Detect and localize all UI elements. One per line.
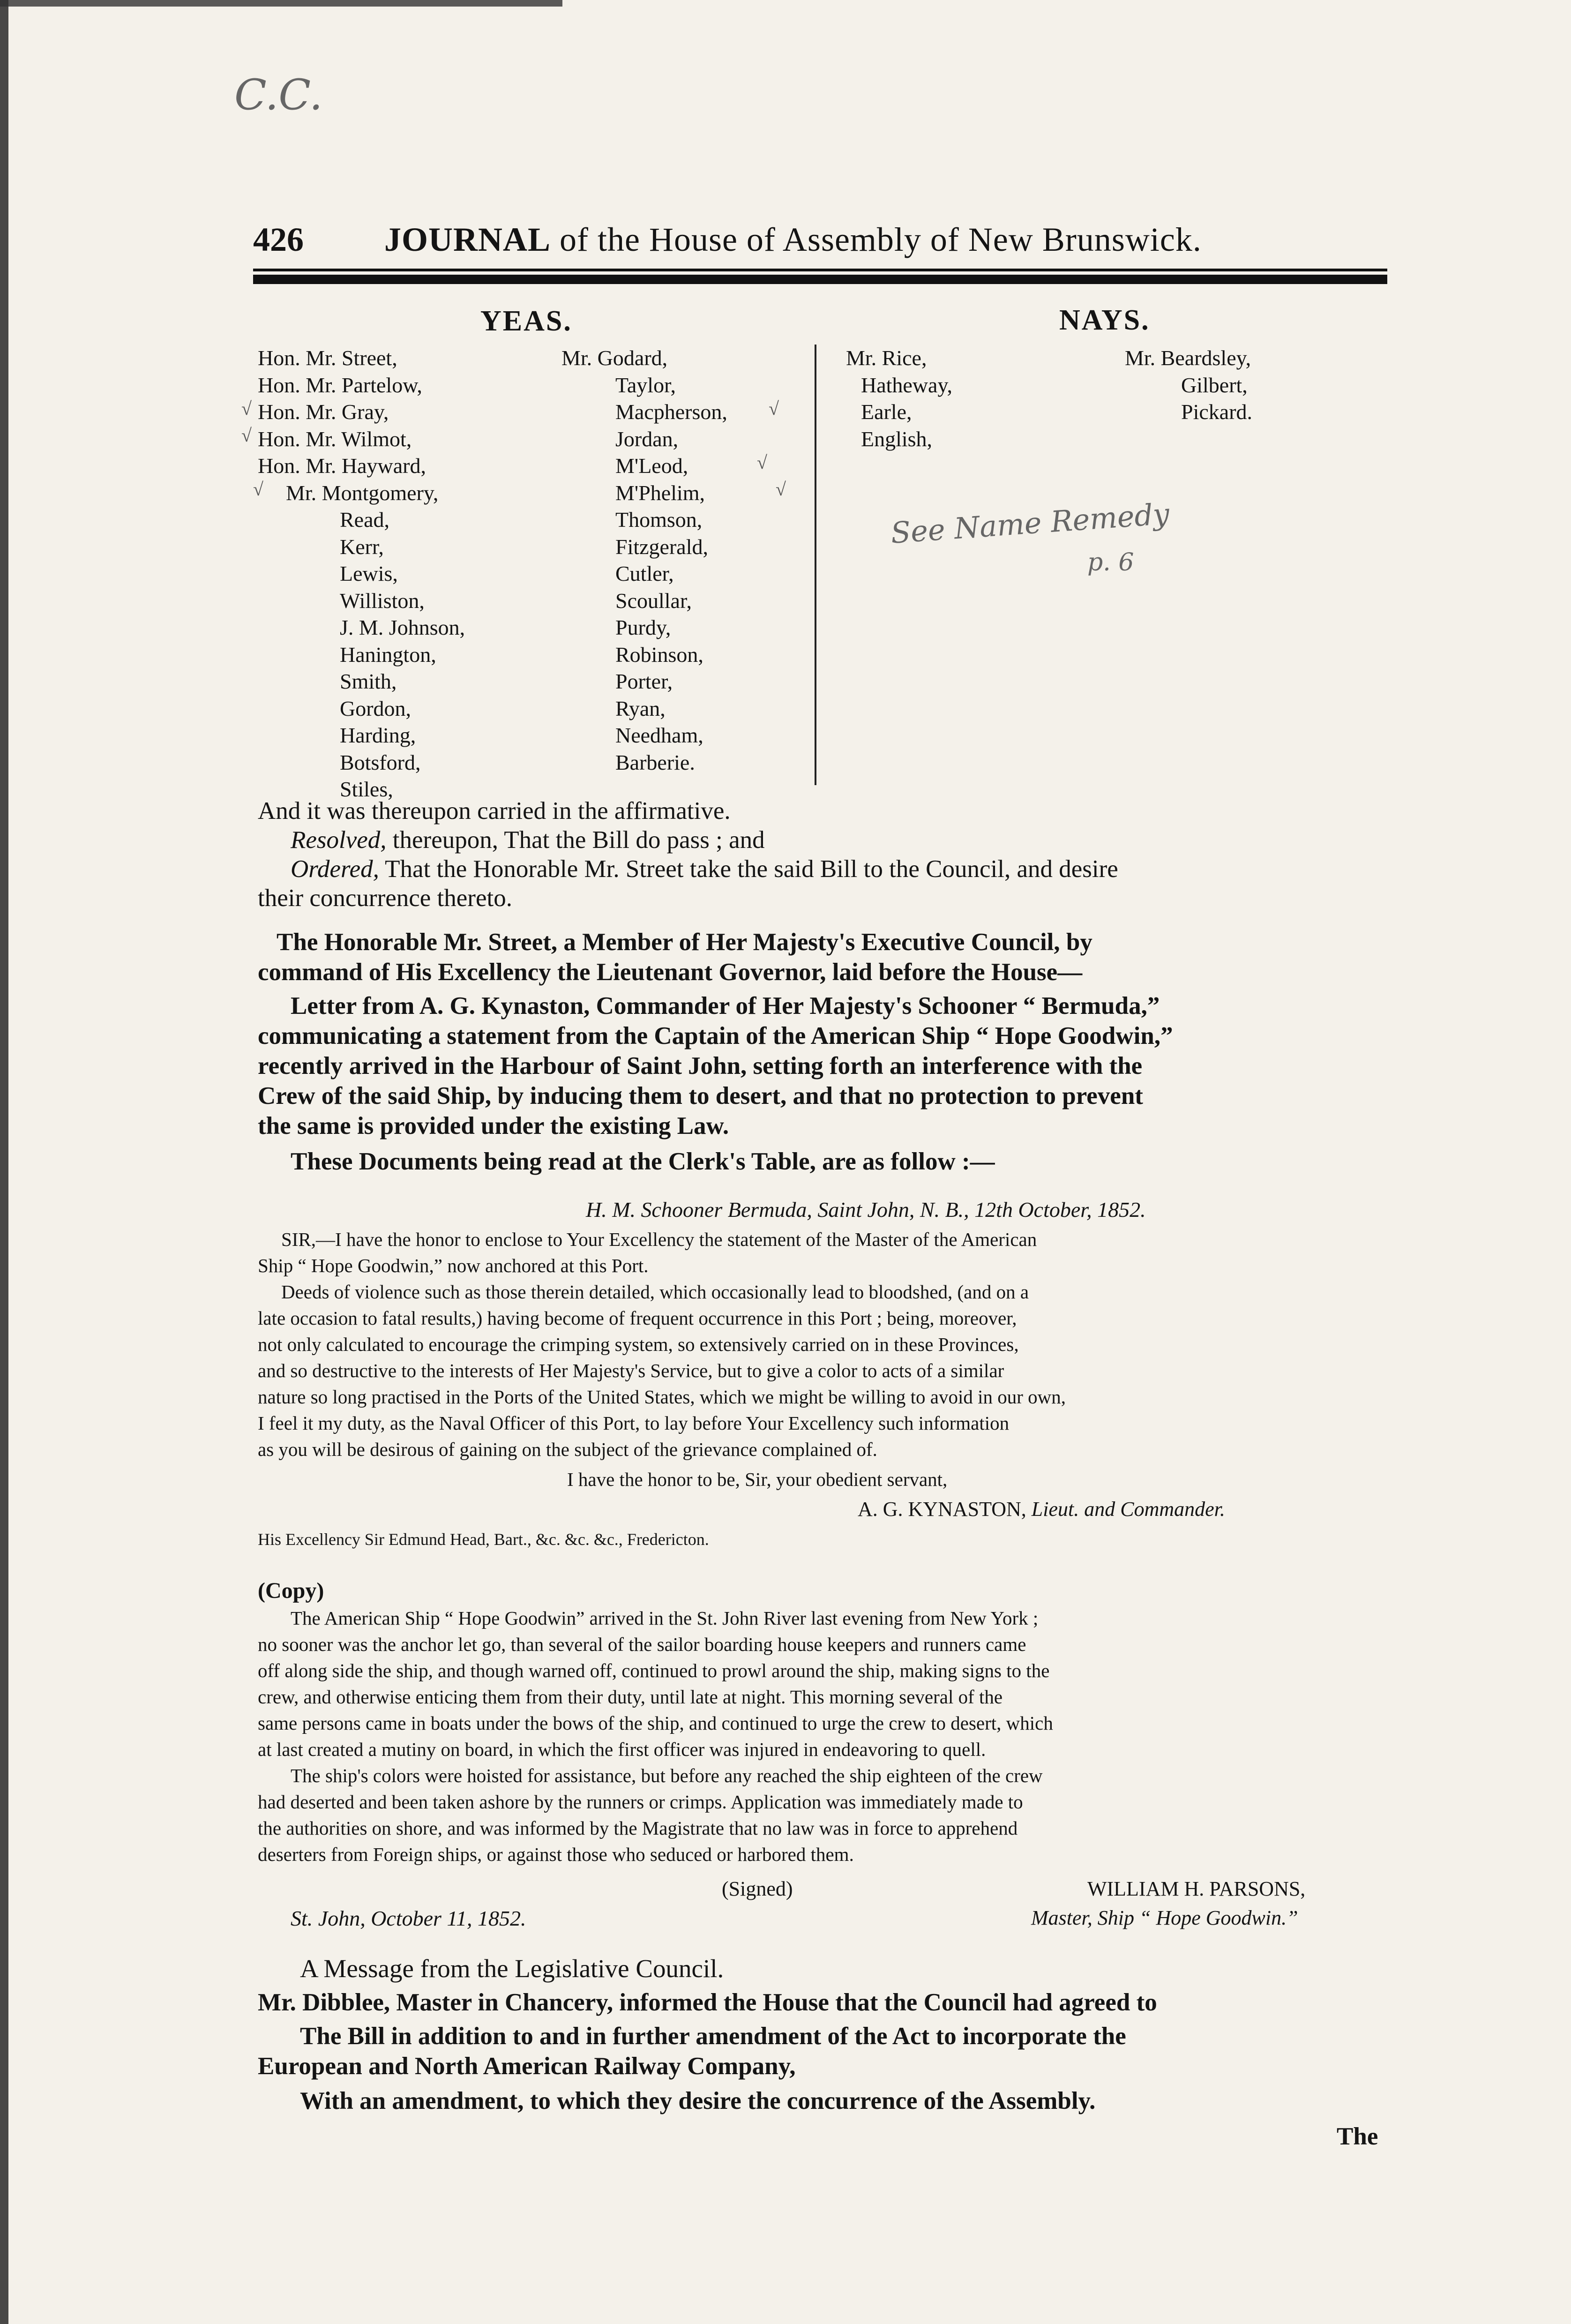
vote-name: Purdy, (615, 615, 671, 639)
vote-name: Botsford, (340, 750, 421, 774)
page-header (253, 220, 1384, 262)
resolved-label: Resolved, (291, 826, 387, 854)
vote-name: Harding, (340, 723, 416, 747)
signature-name: A. G. KYNASTON, (858, 1498, 1026, 1521)
copy-line: at last created a mutiny on board, in which the first officer was injured in endeavoring to quell. (258, 1739, 986, 1760)
vote-name: Mr. Montgomery, (286, 480, 439, 505)
vote-name: Hon. Mr. Partelow, (258, 373, 422, 397)
copy-signer-title: Master, Ship “ Hope Goodwin.” (1031, 1906, 1298, 1929)
vote-name: Earle, (861, 400, 912, 424)
carried-line: And it was thereupon carried in the affirmative. (258, 797, 731, 825)
letter-line: Deeds of violence such as those therein detailed, which occasionally lead to bloodshed, (and on a (281, 1281, 1029, 1303)
letter-addressee: His Excellency Sir Edmund Head, Bart., &c. &c. &c., Fredericton. (258, 1530, 709, 1549)
pencil-note: p. 6 (1087, 548, 1134, 577)
vote-name: English, (861, 427, 933, 451)
vote-name: Macpherson, (615, 400, 727, 424)
letter-line: Ship “ Hope Goodwin,” now anchored at this Port. (258, 1255, 649, 1276)
journal-title (384, 220, 1202, 259)
pencil-tick-mark: √ (776, 479, 786, 500)
letter-line: I feel it my duty, as the Naval Officer of this Port, to lay before Your Excellency such information (258, 1412, 1010, 1434)
copy-line: same persons came in boats under the bows of the ship, and continued to urge the crew to desert, which (258, 1712, 1053, 1734)
copy-signer: WILLIAM H. PARSONS, (1087, 1877, 1306, 1900)
copy-place-date: St. John, October 11, 1852. (291, 1906, 526, 1930)
signature-title: Lieut. and Commander. (1026, 1498, 1225, 1521)
vote-name: Scoullar, (615, 588, 692, 613)
letter-signature (258, 1496, 1392, 1522)
letter-line: nature so long practised in the Ports of the United States, which we might be willing to avoid in our own, (258, 1386, 1066, 1408)
vote-name: M'Leod, (615, 454, 688, 478)
vote-name: Gordon, (340, 696, 411, 720)
vote-name: Mr. Godard, (561, 346, 668, 370)
pencil-tick-mark: √ (241, 398, 252, 419)
vote-name: Hanington, (340, 642, 436, 667)
vote-name: Thomson, (615, 508, 703, 532)
letter-summary-line: communicating a statement from the Captain of the American Ship “ Hope Goodwin,” (258, 1022, 1173, 1050)
letter-dateline: H. M. Schooner Bermuda, Saint John, N. B., 12th October, 1852. (586, 1198, 1146, 1222)
pencil-tick-mark: √ (757, 452, 767, 473)
vote-name: Barberie. (615, 750, 695, 774)
page-number: 426 (253, 221, 304, 258)
vote-name: Stiles, (340, 777, 393, 801)
vote-name: Hatheway, (861, 373, 952, 397)
vote-name: Mr. Beardsley, (1125, 346, 1251, 370)
letter-summary-line: Letter from A. G. Kynaston, Commander of Her Majesty's Schooner “ Bermuda,” (291, 992, 1160, 1020)
pencil-tick-mark: √ (241, 425, 252, 446)
message-line: European and North American Railway Company, (258, 2053, 796, 2080)
copy-line: had deserted and been taken ashore by the runners or crimps. Application was immediately made to (258, 1791, 1023, 1813)
vote-name: Williston, (340, 588, 425, 613)
letter-line: not only calculated to encourage the crimping system, so extensively carried on in these Provinces, (258, 1334, 1019, 1355)
copy-line: deserters from Foreign ships, or against those who seduced or harbored them. (258, 1844, 854, 1865)
header-rule-thin (253, 269, 1387, 271)
letter-line: SIR,—I have the honor to enclose to Your Excellency the statement of the Master of the American (281, 1229, 1037, 1250)
yeas-heading: YEAS. (480, 305, 572, 337)
vote-name: Fitzgerald, (615, 534, 708, 559)
vote-name: Read, (340, 508, 390, 532)
pencil-tick-mark: √ (253, 479, 263, 500)
resolved-line (258, 825, 1425, 855)
vote-name: Gilbert, (1181, 373, 1248, 397)
vote-name: Hon. Mr. Gray, (258, 400, 389, 424)
nays-column-2 (1125, 345, 1252, 426)
letter-line: late occasion to fatal results,) having become of frequent occurrence in this Port ; being, moreover, (258, 1307, 1017, 1329)
header-rule-thick (253, 275, 1387, 284)
journal-title-bold: JOURNAL (384, 221, 551, 258)
resolved-text: thereupon, That the Bill do pass ; and (386, 826, 765, 854)
message-heading: A Message from the Legislative Council. (300, 1954, 724, 1983)
vote-name: Hon. Mr. Wilmot, (258, 427, 412, 451)
street-para-line: command of His Excellency the Lieutenant Governor, laid before the House— (258, 959, 1083, 986)
copy-line: the authorities on shore, and was informed by the Magistrate that no law was in force to apprehend (258, 1817, 1018, 1839)
margin-note-top: C.C. (234, 70, 323, 120)
copy-line: off along side the ship, and though warned off, continued to prowl around the ship, making signs to the (258, 1660, 1050, 1681)
street-para-line: The Honorable Mr. Street, a Member of Her Majesty's Executive Council, by (277, 929, 1092, 956)
nays-heading: NAYS. (1059, 304, 1150, 336)
vote-name: Lewis, (340, 562, 398, 585)
pencil-tick-mark: √ (769, 398, 779, 419)
message-line: The Bill in addition to and in further amendment of the Act to incorporate the (300, 2023, 1126, 2050)
scan-left-edge (0, 0, 8, 2324)
vote-name: Hon. Mr. Hayward, (258, 454, 426, 478)
letter-summary-line: Crew of the said Ship, by inducing them to desert, and that no protection to prevent (258, 1082, 1143, 1110)
ordered-line-2: their concurrence thereto. (258, 885, 512, 912)
vote-name: Taylor, (615, 373, 676, 397)
yeas-nays-divider (815, 345, 816, 785)
vote-name: Ryan, (615, 696, 666, 720)
yeas-column-1 (258, 345, 465, 803)
copy-signed: (Signed) (722, 1877, 793, 1900)
pencil-note: See Name Remedy (890, 496, 1171, 550)
message-line: With an amendment, to which they desire the concurrence of the Assembly. (300, 2087, 1096, 2114)
copy-line: crew, and otherwise enticing them from their duty, until late at night. This morning several of the (258, 1686, 1003, 1708)
copy-line: The ship's colors were hoisted for assistance, but before any reached the ship eighteen of the crew (291, 1765, 1043, 1786)
vote-name: Robinson, (615, 642, 703, 667)
vote-name: Pickard. (1181, 400, 1253, 424)
letter-line: and so destructive to the interests of Her Majesty's Service, but to give a color to acts of a similar (258, 1360, 1004, 1381)
vote-name: Kerr, (340, 534, 384, 559)
copy-label: (Copy) (258, 1578, 324, 1603)
vote-name: Cutler, (615, 562, 674, 585)
message-line: Mr. Dibblee, Master in Chancery, informed the House that the Council had agreed to (258, 1989, 1157, 2016)
vote-name: J. M. Johnson, (340, 615, 465, 639)
ordered-text: That the Honorable Mr. Street take the said Bill to the Council, and desire (379, 855, 1118, 883)
letter-summary-line: the same is provided under the existing Law. (258, 1112, 729, 1140)
letter-summary-line: recently arrived in the Harbour of Saint John, setting forth an interference with the (258, 1052, 1143, 1080)
yeas-column-2 (561, 345, 727, 776)
vote-name: Mr. Rice, (846, 346, 927, 370)
vote-name: Smith, (340, 669, 397, 693)
vote-name: Hon. Mr. Street, (258, 346, 397, 370)
scan-top-edge (0, 0, 562, 7)
nays-column-1 (846, 345, 952, 452)
vote-name: Needham, (615, 723, 703, 747)
letter-line: as you will be desirous of gaining on the subject of the grievance complained of. (258, 1439, 877, 1460)
vote-name: Jordan, (615, 427, 679, 451)
documents-read-line: These Documents being read at the Clerk's Table, are as follow :— (291, 1148, 995, 1175)
ordered-label: Ordered, (291, 855, 379, 883)
vote-name: Porter, (615, 669, 673, 693)
catchword: The (1337, 2123, 1378, 2150)
copy-line: The American Ship “ Hope Goodwin” arrived in the St. John River last evening from New York ; (291, 1607, 1039, 1629)
letter-closing: I have the honor to be, Sir, your obedient servant, (567, 1469, 948, 1490)
journal-title-rest: of the House of Assembly of New Brunswick. (560, 221, 1202, 258)
ordered-line (258, 854, 1425, 884)
vote-name: M'Phelim, (615, 480, 705, 505)
copy-line: no sooner was the anchor let go, than several of the sailor boarding house keepers and runners came (258, 1634, 1026, 1655)
